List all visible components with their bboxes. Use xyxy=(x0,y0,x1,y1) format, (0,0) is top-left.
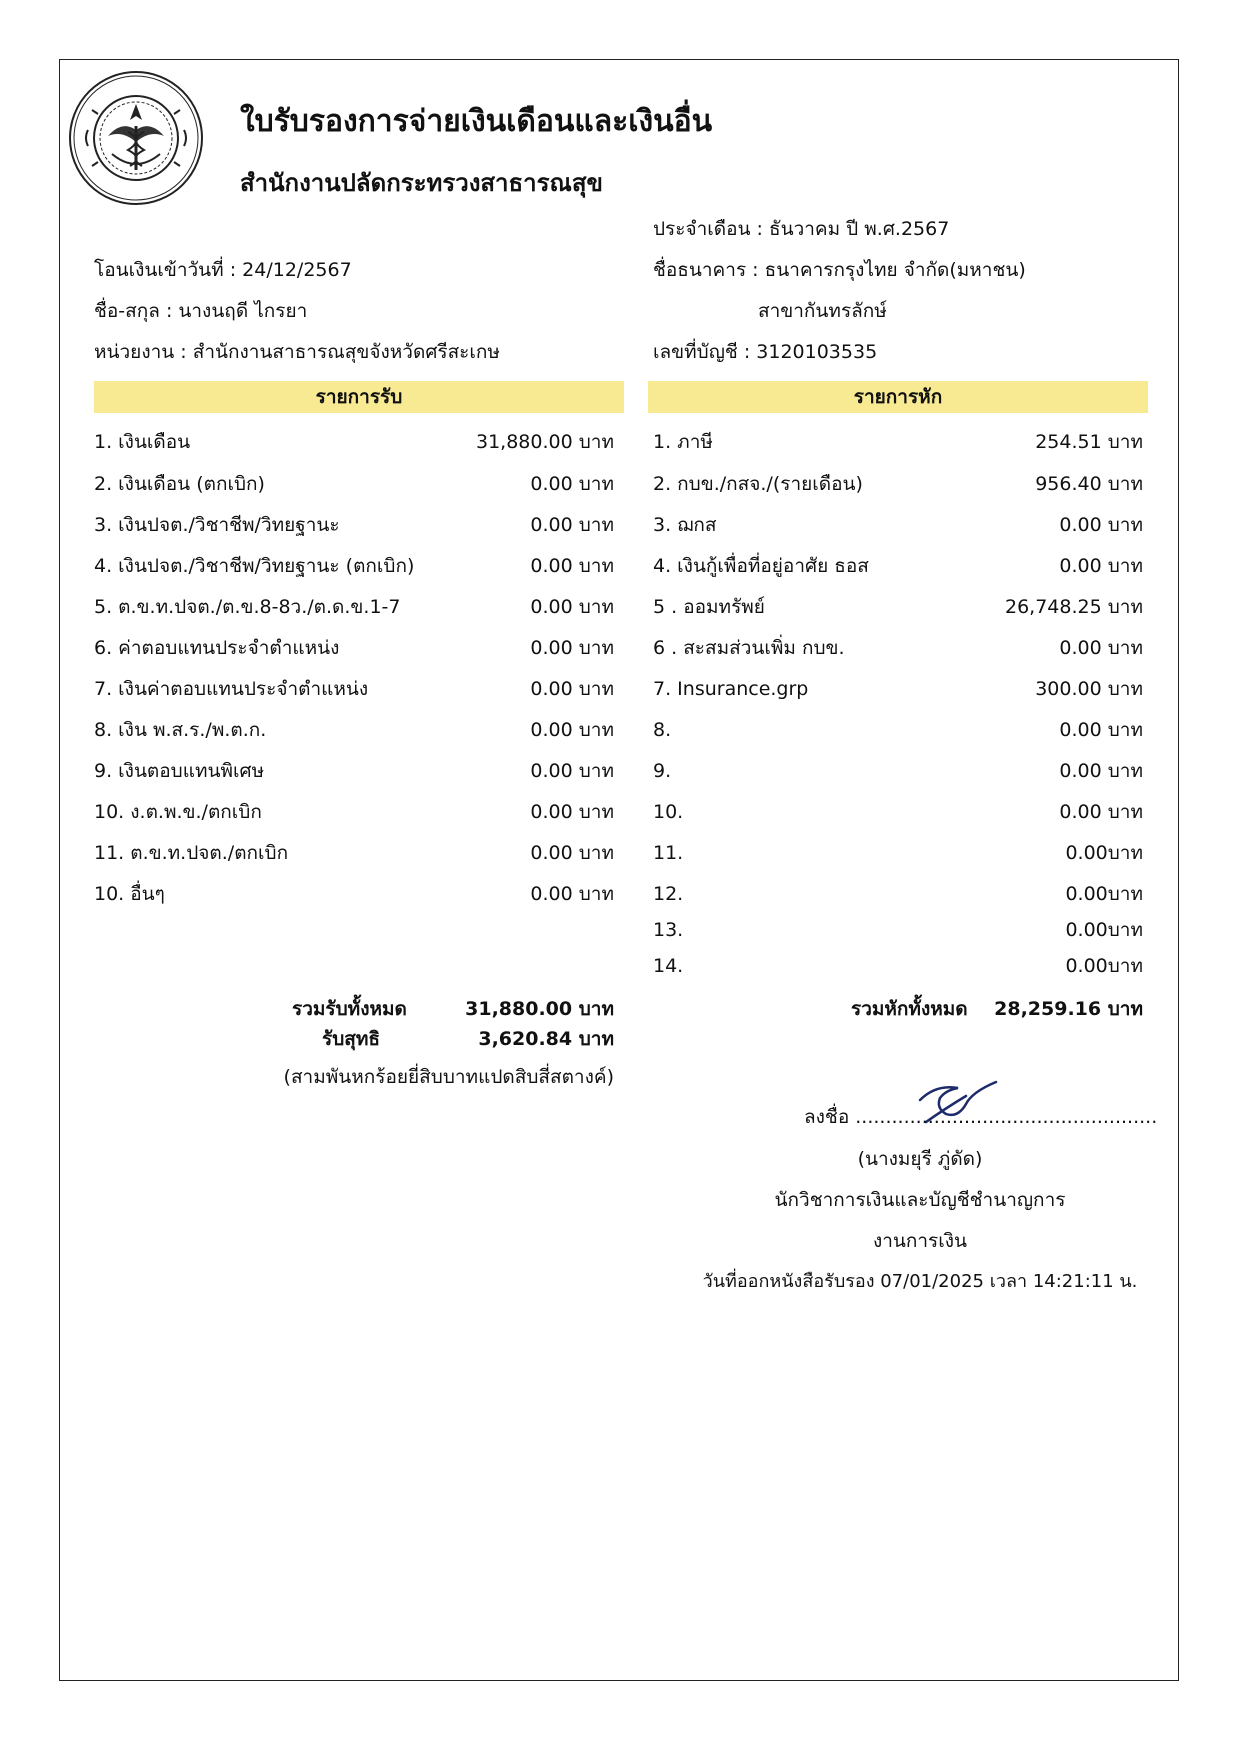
deduction-label: 6 . สะสมส่วนเพิ่ม กบข. xyxy=(653,637,845,659)
deduction-row xyxy=(653,467,1143,501)
deduction-label: 9. xyxy=(653,760,672,782)
income-label: 1. เงินเดือน xyxy=(94,431,191,453)
deduction-row xyxy=(653,590,1143,624)
bank-branch: สาขากันทรลักษ์ xyxy=(758,300,887,322)
sign-line: ลงชื่อ .................................................. xyxy=(804,1106,1158,1128)
deduction-row xyxy=(653,508,1143,542)
deduction-row xyxy=(653,795,1143,829)
income-amount: 0.00 บาท xyxy=(530,473,614,495)
deduction-amount: 0.00บาท xyxy=(1065,883,1143,905)
income-amount: 0.00 บาท xyxy=(530,760,614,782)
deduction-row xyxy=(653,713,1143,747)
income-label: 10. อื่นๆ xyxy=(94,883,165,905)
deduction-label: 7. Insurance.grp xyxy=(653,678,809,700)
income-row xyxy=(94,672,614,706)
deduction-label: 10. xyxy=(653,801,684,823)
deduction-amount: 0.00บาท xyxy=(1065,955,1143,977)
document-title: ใบรับรองการจ่ายเงินเดือนและเงินอื่น xyxy=(240,104,713,139)
income-total-label: รวมรับทั้งหมด xyxy=(292,998,407,1020)
net-pay-amount: 3,620.84 บาท xyxy=(478,1028,614,1050)
income-label: 9. เงินตอบแทนพิเศษ xyxy=(94,760,265,782)
deduction-amount: 0.00 บาท xyxy=(1059,801,1143,823)
net-pay-label: รับสุทธิ xyxy=(322,1028,380,1050)
income-row xyxy=(94,754,614,788)
deduction-row xyxy=(653,672,1143,706)
income-row xyxy=(94,425,614,459)
income-amount: 0.00 บาท xyxy=(530,678,614,700)
income-row xyxy=(94,549,614,583)
deduction-label: 1. ภาษี xyxy=(653,431,713,453)
income-amount: 0.00 บาท xyxy=(530,514,614,536)
deduction-label: 2. กบข./กสจ./(รายเดือน) xyxy=(653,473,863,495)
deduction-row xyxy=(653,425,1143,459)
income-row xyxy=(94,795,614,829)
deduction-label: 14. xyxy=(653,955,684,977)
income-label: 2. เงินเดือน (ตกเบิก) xyxy=(94,473,265,495)
deduction-amount: 0.00บาท xyxy=(1065,842,1143,864)
deduction-amount: 956.40 บาท xyxy=(1035,473,1143,495)
deduction-row xyxy=(653,913,1143,947)
signatory-position: นักวิชาการเงินและบัญชีชำนาญการ xyxy=(774,1189,1066,1211)
income-amount: 0.00 บาท xyxy=(530,801,614,823)
issue-datetime: วันที่ออกหนังสือรับรอง 07/01/2025 เวลา 14:21:11 น. xyxy=(702,1271,1138,1292)
deduction-label: 12. xyxy=(653,883,684,905)
income-label: 4. เงินปจต./วิชาชีพ/วิทยฐานะ (ตกเบิก) xyxy=(94,555,415,577)
deduction-total-amount: 28,259.16 บาท xyxy=(994,998,1143,1020)
income-row xyxy=(94,590,614,624)
deduction-label: 13. xyxy=(653,919,684,941)
deduction-amount: 0.00 บาท xyxy=(1059,760,1143,782)
deduction-label: 11. xyxy=(653,842,684,864)
ministry-seal-icon xyxy=(68,70,204,206)
income-amount: 0.00 บาท xyxy=(530,719,614,741)
income-label: 5. ต.ข.ท.ปจต./ต.ข.8-8ว./ต.ด.ข.1-7 xyxy=(94,596,401,618)
income-label: 6. ค่าตอบแทนประจำตำแหน่ง xyxy=(94,637,340,659)
work-unit: หน่วยงาน : สำนักงานสาธารณสุขจังหวัดศรีสะเกษ xyxy=(94,341,500,363)
deduction-label: 3. ฌกส xyxy=(653,514,717,536)
account-number: เลขที่บัญชี : 3120103535 xyxy=(653,341,878,363)
signatory-name: (นางมยุรี ภู่ดัด) xyxy=(857,1148,983,1170)
deduction-row xyxy=(653,836,1143,870)
deduction-amount: 300.00 บาท xyxy=(1035,678,1143,700)
income-amount: 0.00 บาท xyxy=(530,555,614,577)
income-row xyxy=(94,877,614,911)
deduction-amount: 0.00 บาท xyxy=(1059,514,1143,536)
income-label: 10. ง.ต.พ.ข./ตกเบิก xyxy=(94,801,262,823)
deduction-row xyxy=(653,949,1143,983)
deduction-amount: 0.00 บาท xyxy=(1059,719,1143,741)
income-amount: 31,880.00 บาท xyxy=(476,431,614,453)
income-label: 3. เงินปจต./วิชาชีพ/วิทยฐานะ xyxy=(94,514,340,536)
bank-name: ชื่อธนาคาร : ธนาคารกรุงไทย จำกัด(มหาชน) xyxy=(653,259,1026,281)
income-amount: 0.00 บาท xyxy=(530,637,614,659)
deduction-amount: 0.00 บาท xyxy=(1059,637,1143,659)
income-row xyxy=(94,508,614,542)
income-header: รายการรับ xyxy=(94,381,624,413)
employee-name: ชื่อ-สกุล : นางนฤดี ไกรยา xyxy=(94,300,308,322)
income-row xyxy=(94,713,614,747)
net-pay-words: (สามพันหกร้อยยี่สิบบาทแปดสิบสี่สตางค์) xyxy=(283,1066,614,1088)
signatory-department: งานการเงิน xyxy=(872,1230,968,1252)
income-amount: 0.00 บาท xyxy=(530,596,614,618)
document-subtitle: สำนักงานปลัดกระทรวงสาธารณสุข xyxy=(240,169,603,197)
deduction-total-label: รวมหักทั้งหมด xyxy=(851,998,968,1020)
income-row xyxy=(94,836,614,870)
deduction-label: 4. เงินกู้เพื่อที่อยู่อาศัย ธอส xyxy=(653,555,869,577)
deduction-amount: 26,748.25 บาท xyxy=(1005,596,1143,618)
income-label: 11. ต.ข.ท.ปจต./ตกเบิก xyxy=(94,842,289,864)
income-row xyxy=(94,467,614,501)
deduction-row xyxy=(653,631,1143,665)
deduction-label: 8. xyxy=(653,719,672,741)
deduction-row xyxy=(653,549,1143,583)
deduction-label: 5 . ออมทรัพย์ xyxy=(653,596,765,618)
income-row xyxy=(94,631,614,665)
income-amount: 0.00 บาท xyxy=(530,842,614,864)
income-label: 8. เงิน พ.ส.ร./พ.ต.ก. xyxy=(94,719,267,741)
deduction-row xyxy=(653,754,1143,788)
deduction-amount: 0.00 บาท xyxy=(1059,555,1143,577)
income-label: 7. เงินค่าตอบแทนประจำตำแหน่ง xyxy=(94,678,369,700)
deduction-amount: 254.51 บาท xyxy=(1035,431,1143,453)
transfer-date: โอนเงินเข้าวันที่ : 24/12/2567 xyxy=(94,259,352,281)
deduction-row xyxy=(653,877,1143,911)
pay-month: ประจำเดือน : ธันวาคม ปี พ.ศ.2567 xyxy=(653,218,950,240)
deductions-header: รายการหัก xyxy=(648,381,1148,413)
deduction-amount: 0.00บาท xyxy=(1065,919,1143,941)
income-amount: 0.00 บาท xyxy=(530,883,614,905)
income-total-amount: 31,880.00 บาท xyxy=(465,998,614,1020)
